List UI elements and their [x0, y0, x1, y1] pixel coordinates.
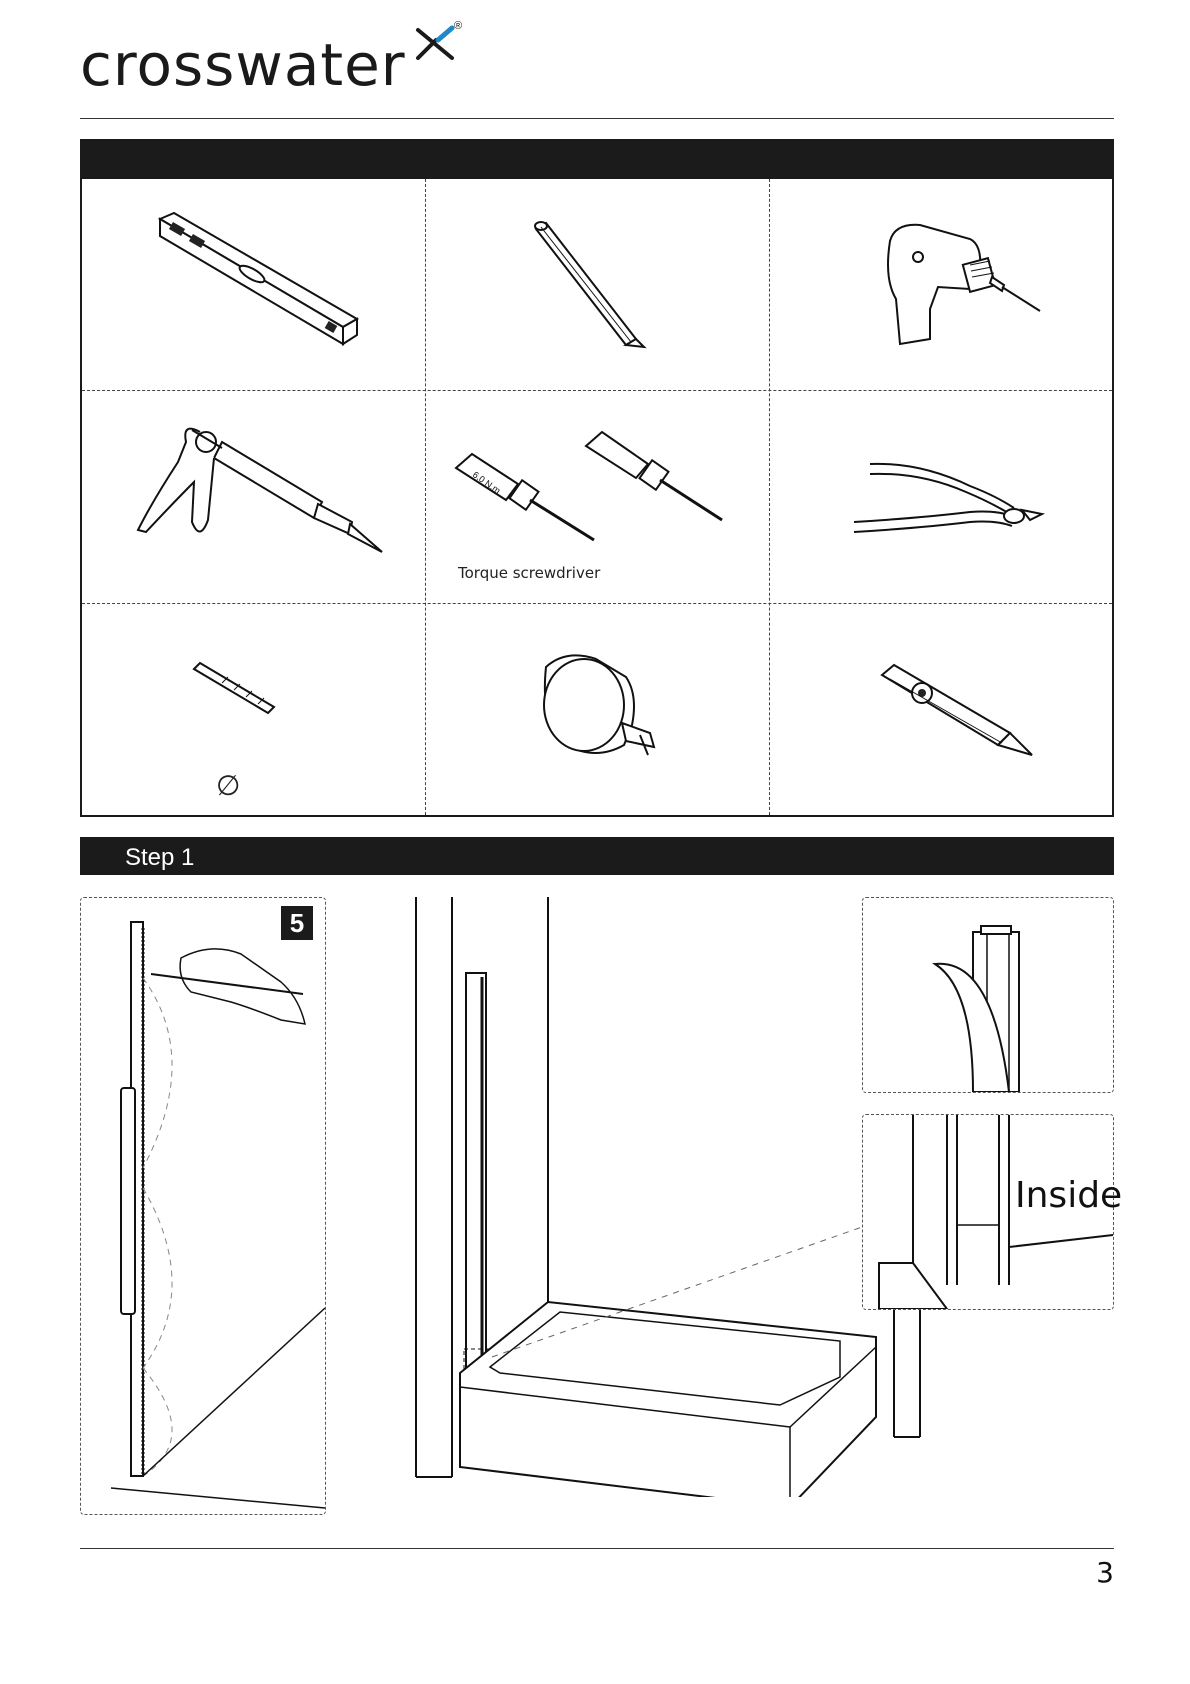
brand-name: crosswater [80, 31, 406, 99]
step-number-badge: 5 [281, 906, 313, 940]
diameter-symbol: ∅ [216, 769, 241, 802]
pencil-icon [426, 179, 770, 392]
tool-cell-tape [426, 605, 770, 818]
tools-grid [80, 177, 1114, 817]
wall-profile-icon [863, 898, 1113, 1092]
step-header-bar [80, 837, 1114, 875]
tool-cell-drill [770, 179, 1114, 392]
brand-logo [80, 22, 480, 102]
tool-cell-caulk-gun [82, 392, 426, 605]
power-drill-icon [770, 179, 1114, 392]
tool-cell-pencil [426, 179, 770, 392]
logo-x-icon [414, 22, 456, 62]
spirit-level-icon [82, 179, 426, 392]
pliers-icon [770, 392, 1114, 605]
tools-header-bar [80, 139, 1114, 177]
torque-setting-label: 6.0 N.m [470, 469, 503, 496]
inside-label: Inside [1015, 1175, 1123, 1216]
header-divider [80, 118, 1114, 119]
caulking-gun-icon [82, 392, 426, 605]
marking-detail-box [80, 897, 326, 1515]
page-number: 3 [1096, 1556, 1114, 1589]
registered-mark: ® [454, 20, 463, 32]
drill-bit-icon [82, 605, 426, 818]
tool-cell-knife [770, 605, 1114, 818]
tape-measure-icon [426, 605, 770, 818]
tool-cell-pliers [770, 392, 1114, 605]
utility-knife-icon [770, 605, 1114, 818]
step-title: Step 1 [125, 844, 195, 871]
tool-cell-screwdrivers [426, 392, 770, 605]
tool-cell-drill-bit [82, 605, 426, 818]
profile-detail-box [862, 897, 1114, 1093]
bathtub-install-illustration [400, 897, 940, 1497]
inside-detail-box [862, 1114, 1123, 1310]
footer-divider [80, 1548, 1114, 1549]
torque-screwdriver-caption: Torque screwdriver [458, 564, 601, 582]
tool-cell-level [82, 179, 426, 392]
marking-illustration [81, 898, 325, 1514]
